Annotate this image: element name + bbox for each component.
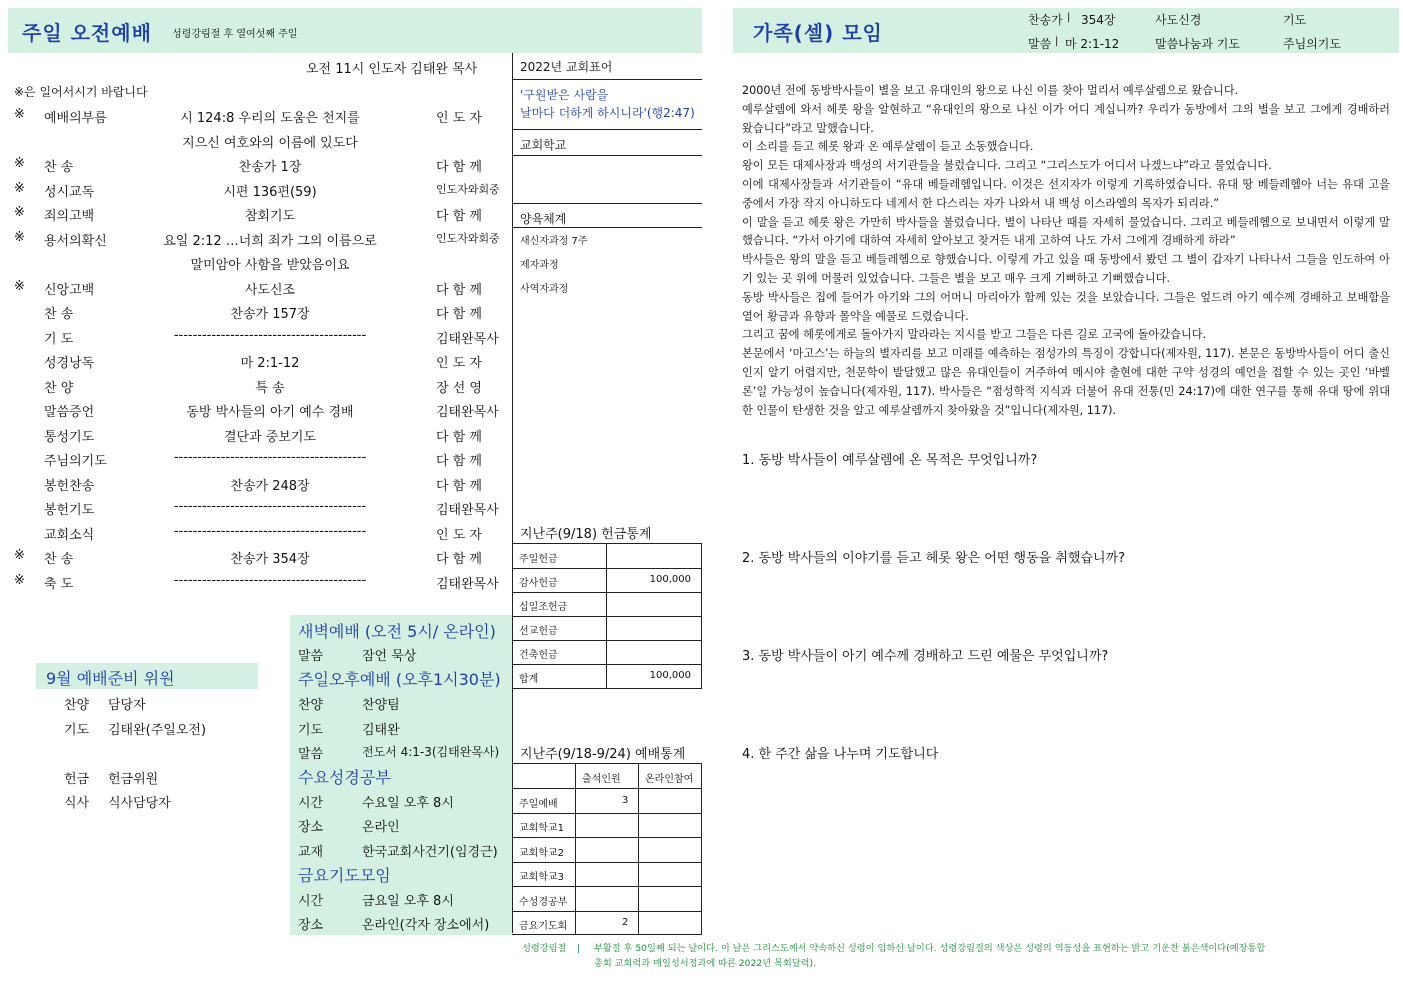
liturgy-row: 지으신 여호와의 이름에 있도다 <box>182 135 358 151</box>
story-paragraph: 박사들은 왕의 말을 듣고 베들레헴으로 향했습니다. 이렇게 가고 있을 때 동방에서 봤던 그 별이 갑자기 나타나서 그들을 인도하여 아기 있는 곳 위에 머물러 있었습니다. 그들은 별을 보고 매우 크게 기뻐하고 기뻐했습니다. <box>742 253 1390 285</box>
divider-mark: | <box>1055 36 1059 47</box>
offering-label: 감사헌금 <box>519 578 558 589</box>
story-paragraph: 왕이 모든 대제사장과 백성의 서기관들을 불렀습니다. 그리고 “그리스도가 어디서 나겠느냐”라고 물었습니다. <box>742 159 1272 173</box>
service-value: 온라인(각자 장소에서) <box>362 918 490 933</box>
service-value: 온라인 <box>362 820 400 835</box>
offering-label: 십일조헌금 <box>519 602 568 613</box>
story-text <box>742 82 1390 420</box>
attendance-label: 주일예배 <box>519 799 558 810</box>
attendance-table <box>512 763 702 935</box>
service-key: 시간 <box>298 796 324 811</box>
attendance-heading: 지난주(9/18-9/24) 예배통계 <box>520 747 686 762</box>
motto-heading: 2022년 교회표어 <box>520 60 613 74</box>
word-label: 말씀 <box>1028 37 1052 51</box>
footer-divider: | <box>577 943 581 954</box>
liturgy-row: 찬 송 찬송가 157장 다 함 께 <box>44 307 482 322</box>
liturgy-row: 주님의기도 ----------------------------------------- 다 함 께 <box>44 450 482 469</box>
offering-value: 100,000 <box>649 670 691 681</box>
motto-line-1: '구원받은 사람을 <box>520 88 609 102</box>
service-value: 찬양팀 <box>362 698 400 713</box>
liturgy-row: ※ 죄의고백 참회기도 다 함 께 <box>14 205 482 224</box>
service-value: 금요일 오후 8시 <box>362 894 454 909</box>
liturgy-row: 봉헌기도 ----------------------------------------- 김태완목사 <box>44 499 499 518</box>
service-key: 시간 <box>298 894 324 909</box>
liturgy-row: ※ 찬 송 찬송가 354장 다 함 께 <box>14 548 482 567</box>
story-paragraph: 이 말을 듣고 헤롯 왕은 가만히 박사들을 불렀습니다. 별이 나타난 때를 자세히 물었습니다. 그리고 베들레헴으로 보내면서 이렇게 말했습니다. “가서 아기에 대하여 자세히 알아보고 찾거든 내게 고하여 나도 가서 그에게 경배하게 하라” <box>742 215 1390 248</box>
question: 3. 동방 박사들이 아기 예수께 경배하고 드린 예물은 무엇입니까? <box>742 649 1109 664</box>
hymn-label: 찬송가 <box>1028 13 1063 27</box>
divider <box>512 79 702 80</box>
liturgy-row: 말씀증언 동방 박사들의 아기 예수 경배 김태완목사 <box>44 405 499 420</box>
question: 2. 동방 박사들의 이야기를 듣고 헤롯 왕은 어떤 행동을 취했습니까? <box>742 551 1126 566</box>
word-value: 마 2:1-12 <box>1065 37 1120 51</box>
liturgy-row: 교회소식 ----------------------------------------- 인 도 자 <box>44 523 482 543</box>
offering-heading: 지난주(9/18) 헌금통계 <box>520 527 652 542</box>
offering-label: 선교헌금 <box>519 626 558 637</box>
service-key: 장소 <box>298 918 324 933</box>
liturgy-row: ※ 성시교독 시편 136편(59) 인도자와회중 <box>14 180 500 200</box>
lords-prayer-label: 주님의기도 <box>1283 37 1341 51</box>
service-value: 김태완 <box>362 723 400 738</box>
page-subtitle: 성령강림절 후 열여섯째 주일 <box>172 29 298 40</box>
committee-title: 9월 예배준비 위원 <box>46 669 175 688</box>
attendance-attend: 3 <box>622 795 629 806</box>
footer-line-2: 총회 교회력과 매일성서정과에 따른 2022년 목회달력). <box>594 958 816 969</box>
story-paragraph: 예루살렘에 와서 헤롯 왕을 알현하고 “유대인의 왕으로 나신 이가 어디 계십니까? 우리가 동방에서 그의 별을 보고 그에게 경배하러 왔습니다”라고 말했습니다. <box>742 102 1390 135</box>
committee-role: 기도 <box>64 723 90 738</box>
liturgy-row: 말미암아 사함을 받았음이요 <box>190 258 350 273</box>
story-paragraph: 본문에서 ‘마고스’는 하늘의 별자리를 보고 미래를 예측하는 점성가의 특징이 강합니다(제자원, 117). 본문은 동방박사들이 어디 출신인지 알기 어렵지만, 천문학이 발달했고 많은 유대인들이 거주하여 메시야 출현에 대한 구약 성경의 예언을 접할 수 있는 곳인 ‘바벨론’일 가능성이 높습니다(제자원, 117). 박사들은 “점성학적 지식과 더불어 유대 전통(민 24:17)에 대한 연구를 통해 유대 땅에 위대한 인물이 탄생한 것을 알고 예루살렘까지 찾아왔을 것”입니다(제자원, 117). <box>742 347 1390 417</box>
service-key: 말씀 <box>298 747 324 762</box>
question: 4. 한 주간 삶을 나누며 기도합니다 <box>742 747 939 762</box>
service-leader: 오전 11시 인도자 김태완 목사 <box>306 62 478 77</box>
liturgy-row: ※ 용서의확신 요일 2:12 …너희 죄가 그의 이름으로 인도자와회중 <box>14 229 500 249</box>
attendance-col-header: 출석인원 <box>582 774 621 785</box>
divider-mark: | <box>1067 12 1071 23</box>
nurture-heading: 양육체계 <box>520 212 567 226</box>
nurture-item: 사역자과정 <box>520 284 569 295</box>
liturgy-row: ※ 예배의부름 시 124:8 우리의 도움은 천지를 인 도 자 <box>14 107 482 126</box>
motto-line-2: 날마다 더하게 하시니라'(행2:47) <box>520 106 695 120</box>
divider <box>512 203 702 204</box>
divider <box>512 227 702 228</box>
committee-role: 식사 <box>64 796 90 811</box>
liturgy-row: 찬 양 특 송 장 선 영 <box>44 380 482 396</box>
service-value: 수요일 오후 8시 <box>362 796 454 811</box>
offering-table <box>512 543 702 689</box>
attendance-label: 금요기도회 <box>519 921 568 932</box>
committee-person: 김태완(주일오전) <box>108 723 207 738</box>
story-paragraph: 이에 대제사장들과 서기관들이 “유대 베들레헴입니다. 이것은 선지자가 이렇게 기록하였습니다. 유대 땅 베들레헴아 너는 유대 고을 중에서 가장 작지 아니하도다 네게서 한 다스리는 자가 나와서 내 백성 이스라엘의 목자가 되리라.” <box>742 177 1390 210</box>
footer-label: 성령강림절 <box>522 943 567 954</box>
offering-label: 주일헌금 <box>519 554 558 565</box>
nurture-item: 새신자과정 7주 <box>520 236 588 247</box>
committee-role: 찬양 <box>64 698 90 713</box>
left-header-band <box>8 8 702 53</box>
cell-group-title: 가족(셀) 모임 <box>753 21 883 45</box>
attendance-label: 교회학교1 <box>519 823 565 834</box>
liturgy-row: ※ 신앙고백 사도신조 다 함 께 <box>14 278 482 298</box>
committee-person: 식사담당자 <box>108 796 171 811</box>
afternoon-service-title: 주일오후예배 (오후1시30분) <box>298 670 501 689</box>
attendance-col-header: 온라인참여 <box>645 774 694 785</box>
story-paragraph: 그리고 꿈에 헤롯에게로 돌아가지 말라라는 지시를 받고 그들은 다른 길로 고국에 돌아갔습니다. <box>742 328 1207 342</box>
service-key: 교재 <box>298 845 324 860</box>
school-heading: 교회학교 <box>520 138 567 152</box>
service-key: 찬양 <box>298 698 324 713</box>
liturgy-row: ※ 축 도 ----------------------------------------- 김태완목사 <box>14 572 499 592</box>
liturgy-row: 통성기도 결단과 중보기도 다 함 께 <box>44 429 482 445</box>
liturgy-row: ※ 찬 송 찬송가 1장 다 함 께 <box>14 156 482 175</box>
prayer-label: 기도 <box>1283 13 1307 27</box>
story-paragraph: 동방 박사들은 집에 들어가 아기와 그의 어머니 마리아가 함께 있는 것을 보았습니다. 그들은 엎드려 아기 예수께 경배하고 보배함을 열어 황금과 유향과 몰약을 예물로 드렸습니다. <box>742 290 1390 323</box>
committee-title-band <box>36 663 258 689</box>
offering-label: 합계 <box>519 674 539 685</box>
hymn-value: 354장 <box>1081 13 1116 27</box>
committee-person: 담당자 <box>108 698 146 713</box>
attendance-label: 교회학교2 <box>519 848 565 859</box>
friday-prayer-title: 금요기도모임 <box>298 866 391 885</box>
creed-label: 사도신경 <box>1155 13 1202 27</box>
right-header-band <box>733 8 1399 53</box>
attendance-label: 교회학교3 <box>519 872 565 883</box>
offering-label: 건축헌금 <box>519 650 558 661</box>
service-key: 장소 <box>298 820 324 835</box>
other-services-panel <box>290 615 512 935</box>
story-paragraph: 2000년 전에 동방박사들이 별을 보고 유대인의 왕으로 나신 이를 찾아 멀리서 예루살렘으로 왔습니다. <box>742 84 1239 97</box>
service-key: 말씀 <box>298 649 324 664</box>
stand-note: ※은 일어서시기 바랍니다 <box>14 85 148 99</box>
sharing-label: 말씀나눔과 기도 <box>1155 37 1240 51</box>
liturgy-row: 기 도 ----------------------------------------- 김태완목사 <box>44 327 499 347</box>
dawn-service-title: 새벽예배 (오전 5시/ 온라인) <box>298 622 496 641</box>
liturgy-list <box>0 103 512 593</box>
question: 1. 동방 박사들이 예루살렘에 온 목적은 무엇입니까? <box>742 453 1038 468</box>
service-value: 한국교회사건기(임경근) <box>362 845 498 860</box>
offering-value: 100,000 <box>649 574 691 585</box>
attendance-attend: 2 <box>622 917 629 928</box>
footer-line-1: 부활절 후 50일째 되는 날이다. 이 날은 그리스도께서 약속하신 성령이 임하신 날이다. 성령강림절의 색상은 성령의 역동성을 표현하는 밝고 기운찬 붉은색이다(예장통합 <box>594 943 1266 954</box>
service-value: 전도서 4:1-3(김태완목사) <box>362 745 500 759</box>
story-paragraph: 이 소리를 듣고 헤롯 왕과 온 예루살렘이 듣고 소동했습니다. <box>742 140 1034 154</box>
divider <box>512 155 702 156</box>
divider <box>512 129 702 130</box>
committee-list <box>64 694 264 814</box>
nurture-item: 제자과정 <box>520 260 559 271</box>
liturgy-row: 봉헌찬송 찬송가 248장 다 함 께 <box>44 478 482 494</box>
committee-role: 헌금 <box>64 772 90 787</box>
attendance-label: 수성경공부 <box>519 897 568 908</box>
committee-person: 헌금위원 <box>108 772 159 787</box>
service-key: 기도 <box>298 723 324 738</box>
wednesday-study-title: 수요성경공부 <box>298 768 391 787</box>
page-title: 주일 오전예배 <box>22 21 152 45</box>
liturgy-row: 성경낭독 마 2:1-12 인 도 자 <box>44 356 482 371</box>
service-value: 잠언 묵상 <box>362 649 417 664</box>
